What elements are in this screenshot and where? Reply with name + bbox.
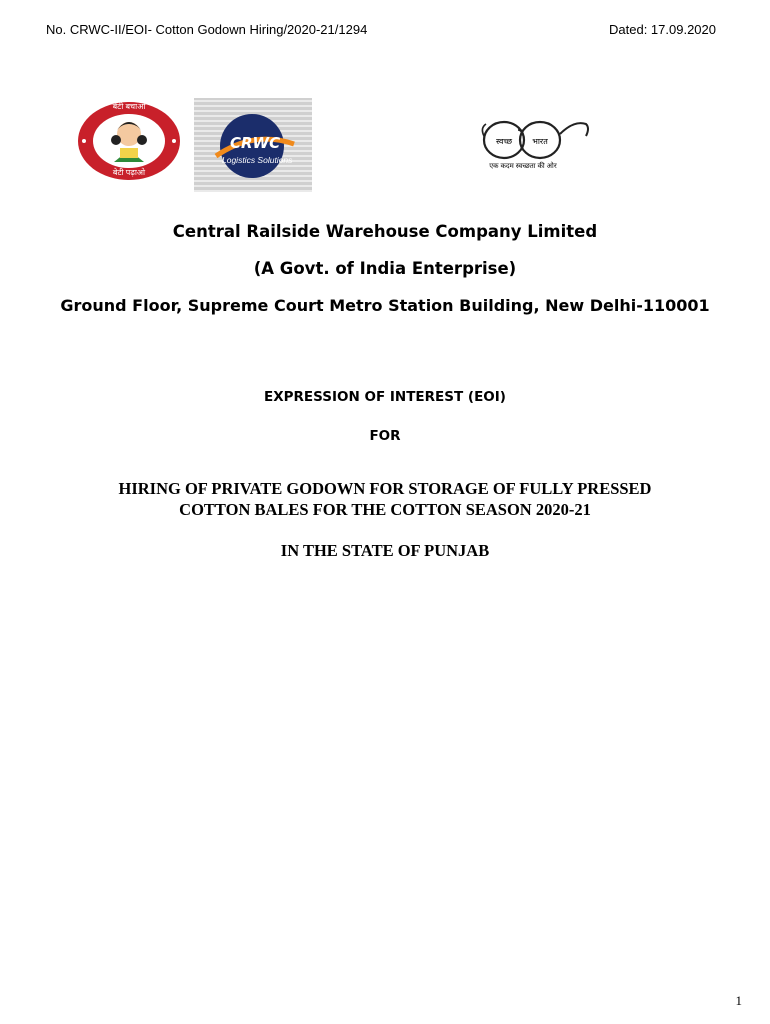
company-name: Central Railside Warehouse Company Limited (172, 222, 598, 241)
page-number: 1 (735, 993, 742, 1008)
beti-logo-bottom-text: बेटी पढ़ाओ (112, 168, 146, 177)
eoi-title-line2: COTTON BALES FOR THE COTTON SEASON 2020-21 (179, 500, 591, 519)
eoi-title-line1: HIRING OF PRIVATE GODOWN FOR STORAGE OF FULLY PRESSED (118, 479, 652, 498)
crwc-logo (194, 98, 312, 192)
eoi-heading: EXPRESSION OF INTEREST (EOI) (264, 389, 506, 405)
swachh-logo-caption: एक कदम स्वच्छता की ओर (489, 163, 557, 170)
crwc-logo-name: CRWC (230, 134, 281, 152)
beti-bachao-logo (76, 100, 182, 182)
swachh-logo-right-text: भारत (532, 137, 548, 146)
reference-number: No. CRWC-II/EOI- Cotton Godown Hiring/2020-21/1294 (46, 22, 368, 37)
eoi-for: FOR (369, 428, 401, 444)
company-subtitle: (A Govt. of India Enterprise) (253, 259, 517, 278)
document-date: Dated: 17.09.2020 (609, 22, 716, 37)
swachh-logo-left-text: स्वच्छ (495, 137, 513, 146)
eoi-state: IN THE STATE OF PUNJAB (280, 541, 490, 560)
company-address: Ground Floor, Supreme Court Metro Station Building, New Delhi-110001 (60, 296, 710, 315)
crwc-logo-tagline: Logistics Solutions (222, 155, 293, 165)
beti-logo-top-text: बेटी बचाओ (112, 102, 146, 111)
swachh-bharat-logo (478, 116, 592, 176)
